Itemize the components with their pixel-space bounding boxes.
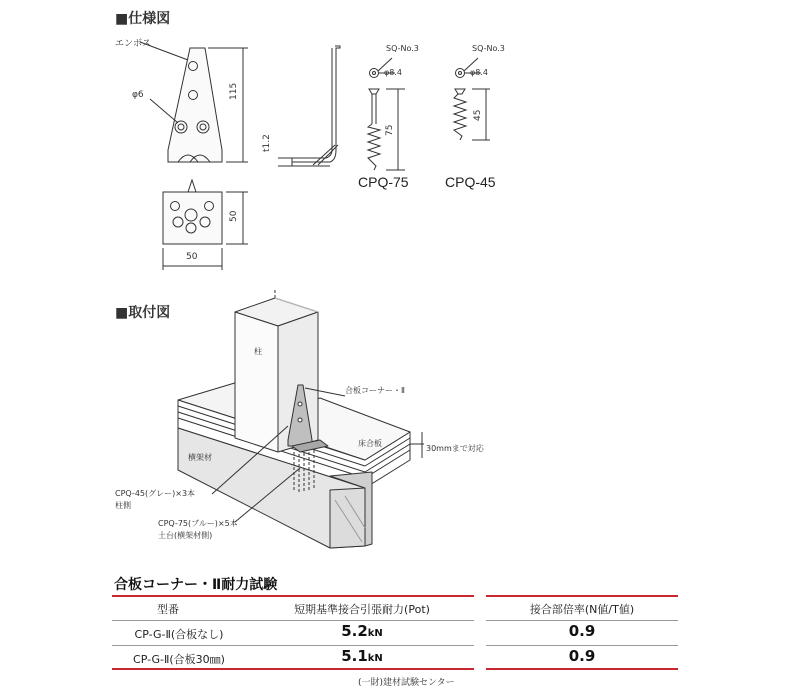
screw-b-diameter: φ8.4 [470, 68, 488, 77]
screw-b-length: 45 [473, 109, 483, 121]
header-model: 型番 [157, 603, 179, 616]
row2-force: 5.1kN [341, 647, 383, 665]
range-label: 30mmまで対応 [426, 444, 484, 453]
dim-side-width-label: 50 [186, 252, 198, 262]
dim-side-height-label: 50 [229, 210, 239, 222]
screw-gray-label: CPQ-45(グレー)×3本 [115, 489, 196, 498]
screw-a-model: CPQ-75 [358, 174, 409, 190]
header-force: 短期基準接合引張耐力(Pot) [294, 603, 430, 616]
screw-a-head: SQ-No.3 [386, 44, 419, 53]
screw-blue-label: CPQ-75(ブルー)×5本 [158, 519, 238, 528]
screw-a-length: 75 [385, 124, 395, 136]
table-top-rule-right [486, 595, 678, 597]
row1-force: 5.2kN [341, 622, 383, 640]
row1-ratio: 0.9 [568, 622, 596, 640]
emboss-label: エンボス [115, 39, 152, 49]
pillar-label: 柱 [254, 347, 262, 356]
screw-gray-side: 柱側 [115, 501, 131, 510]
header-ratio: 接合部倍率(N値/T値) [529, 603, 635, 616]
dim-thickness-label: t1.2 [262, 134, 272, 152]
screw-blue-side: 土台(横架材側) [158, 531, 213, 540]
row2-ratio: 0.9 [568, 647, 596, 665]
row1-model: CP-G-Ⅱ(合板なし) [134, 628, 224, 641]
spec-section-title: ■仕様図 [115, 11, 171, 27]
dim-height-label: 115 [229, 82, 239, 100]
screw-a-diameter: φ8.4 [384, 68, 402, 77]
install-section-title: ■取付図 [115, 305, 171, 321]
table-title: 合板コーナー・Ⅱ耐力試験 [114, 577, 278, 593]
table-source: (一財)建材試験センター [358, 678, 455, 688]
product-label: 合板コーナー・Ⅱ [345, 386, 405, 395]
beam-label: 横架材 [188, 453, 212, 462]
table-top-rule-left [112, 595, 474, 597]
row2-model: CP-G-Ⅱ(合板30㎜) [133, 653, 225, 666]
screw-b-model: CPQ-45 [445, 174, 496, 190]
floor-plywood-label: 床合板 [358, 439, 382, 448]
hole-diameter-label: φ6 [132, 90, 144, 100]
screw-b-head: SQ-No.3 [472, 44, 505, 53]
